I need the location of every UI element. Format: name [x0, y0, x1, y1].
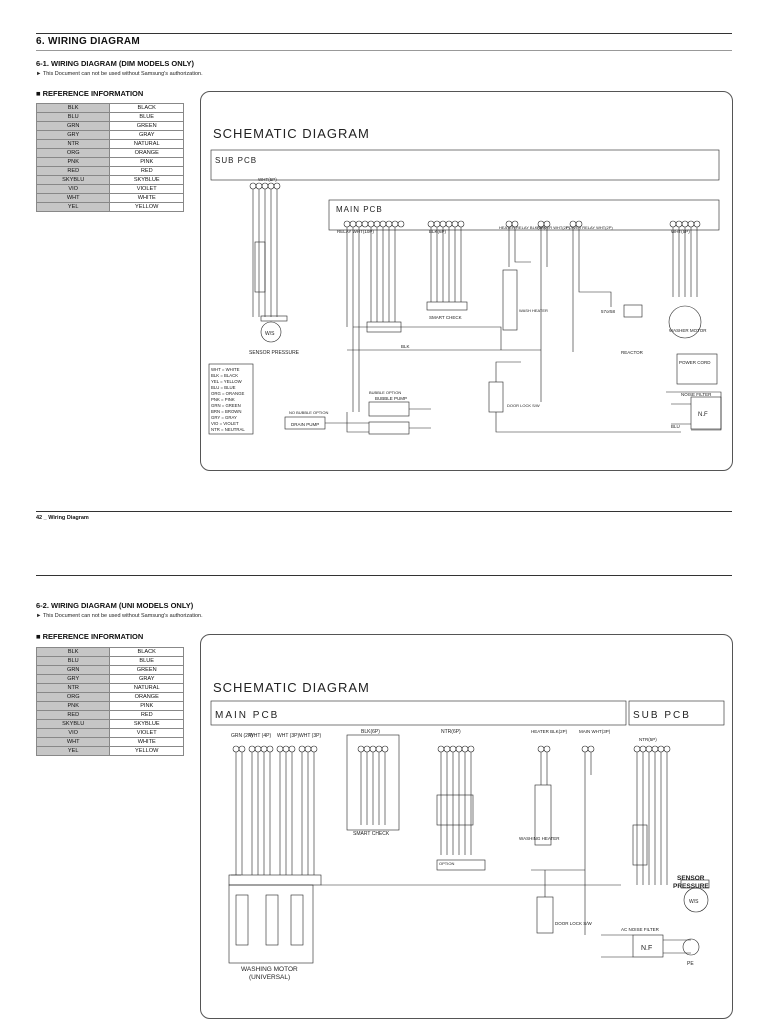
part1-subtitle: 6-1. WIRING DIAGRAM (DIM MODELS ONLY)	[36, 59, 195, 68]
reference-color-name: GREEN	[110, 122, 184, 131]
reference-row	[37, 203, 184, 212]
reference-row	[37, 693, 184, 702]
part1-bubble-pump-label: BUBBLE PUMP	[375, 396, 408, 401]
legend-line: YEL = YELLOW	[211, 379, 242, 384]
part2-smart-check-label: SMART CHECK	[353, 831, 390, 837]
part2-reference-table	[36, 647, 184, 756]
part2-blk-label: BLK(6P)	[361, 729, 380, 735]
part1-power-relay-label: POWER RELAY WHT(2P)	[566, 225, 613, 230]
part2-option-label: OPTION	[439, 861, 455, 866]
part1-bubble-option-label: BUBBLE OPTION	[369, 390, 402, 395]
part2-door-lock-label: DOOR LOCK S/W	[555, 921, 592, 926]
reference-code: PNK	[37, 702, 110, 711]
part1-door-lock	[489, 382, 503, 412]
part1-ref-title: ■ REFERENCE INFORMATION	[36, 89, 144, 98]
part1-nf-label: N.F	[698, 412, 708, 418]
reference-color-name: NATURAL	[110, 140, 184, 149]
part2-main-conn-label: MAIN WHT(3P)	[579, 729, 611, 734]
part1-reactor-label: REACTOR	[621, 350, 643, 355]
part2-schematic	[201, 635, 732, 1018]
reference-row	[37, 729, 184, 738]
part2-note: ► This Document can not be used without Samsung's authorization.	[36, 613, 203, 619]
reference-color-name: RED	[110, 711, 184, 720]
reference-color-name: GREEN	[110, 666, 184, 675]
reference-row	[37, 176, 184, 185]
part1-wht5p-label: WHT(5P)	[671, 229, 690, 234]
reference-row	[37, 140, 184, 149]
part1-sub-connector-pins	[250, 183, 280, 189]
reference-color-name: NATURAL	[110, 684, 184, 693]
reference-color-name: RED	[110, 167, 184, 176]
part1-relay-pins	[344, 221, 404, 227]
part1-drain-pump-label: DRAIN PUMP	[291, 422, 320, 427]
reference-color-name: SKYBLUE	[110, 720, 184, 729]
reference-row	[37, 167, 184, 176]
section-title: 6. WIRING DIAGRAM	[36, 36, 140, 47]
part1-smart-check-pins	[428, 221, 464, 227]
part2-door-lock	[537, 897, 553, 933]
reference-color-name: PINK	[110, 158, 184, 167]
part1-door-lock-label: DOOR LOCK S/W	[507, 403, 540, 408]
part1-noise-filter-label: NOISE FILTER	[681, 392, 712, 397]
part2-sub-pins	[634, 746, 670, 752]
part1-ws-label: W/S	[265, 331, 275, 337]
reference-row	[37, 158, 184, 167]
reference-row	[37, 738, 184, 747]
legend-line: WHT = WHITE	[211, 367, 240, 372]
reference-row	[37, 684, 184, 693]
reference-color-name: VIOLET	[110, 185, 184, 194]
part1-smart-check-label: SMART CHECK	[429, 315, 462, 320]
reference-code: BLU	[37, 113, 110, 122]
section-rule	[36, 50, 732, 51]
part1-washer-motor	[669, 306, 701, 338]
reference-row	[37, 104, 184, 113]
reference-color-name: YELLOW	[110, 747, 184, 756]
reference-color-name: VIOLET	[110, 729, 184, 738]
part2-ws-label: W/S	[689, 899, 699, 905]
reference-code: SKYBLU	[37, 720, 110, 729]
reference-code: SKYBLU	[37, 176, 110, 185]
reference-color-name: BLACK	[110, 648, 184, 657]
part1-legend-text	[211, 367, 245, 432]
reference-code: ORG	[37, 149, 110, 158]
legend-line: BLK = BLACK	[211, 373, 239, 378]
reference-row	[37, 185, 184, 194]
reference-code: VIO	[37, 185, 110, 194]
part1-wash-heater	[503, 270, 517, 330]
footer-rule	[36, 511, 732, 512]
reference-row	[37, 657, 184, 666]
part2-ntr-pins	[438, 746, 474, 752]
part2-washing-motor-label: WASHING MOTOR	[241, 966, 298, 973]
part1-relay-label: RELAY WHT(10P)	[337, 229, 374, 234]
reference-row	[37, 131, 184, 140]
reference-row	[37, 702, 184, 711]
part1-heater-relay-label: HEATER RELAY BLK(2P)	[499, 225, 546, 230]
legend-line: NTR = NEUTRAL	[211, 427, 245, 432]
reference-row	[37, 149, 184, 158]
reference-row	[37, 666, 184, 675]
part2-nf-label: N.F	[641, 945, 653, 952]
reference-color-name: ORANGE	[110, 693, 184, 702]
part1-blk-label: BLK(6P)	[429, 229, 447, 234]
part1-motor-pins	[670, 221, 700, 227]
reference-code: GRY	[37, 675, 110, 684]
reference-row	[37, 122, 184, 131]
part2-conn-3: WHT (3P)	[277, 733, 300, 739]
part2-left-connector-pins	[233, 746, 317, 752]
part2-sub-pcb-label: SUB PCB	[633, 710, 691, 721]
part2-pe-label: PE	[687, 961, 694, 967]
reference-row	[37, 675, 184, 684]
part1-reactor-box	[624, 305, 642, 317]
reference-color-name: GRAY	[110, 131, 184, 140]
part1-blk-wire-label: BLK	[401, 344, 410, 349]
reference-code: WHT	[37, 194, 110, 203]
part1-power-cord-label: POWER CORD	[679, 360, 711, 365]
reference-color-name: GRAY	[110, 675, 184, 684]
reference-code: NTR	[37, 684, 110, 693]
legend-line: BRN = BROWN	[211, 409, 242, 414]
reference-color-name: BLACK	[110, 104, 184, 113]
reference-row	[37, 648, 184, 657]
part2-sensor-label: SENSOR	[677, 875, 705, 882]
reference-code: BLK	[37, 648, 110, 657]
part1-sensor-label: SENSOR PRESSURE	[249, 350, 300, 356]
legend-line: GRN = GREEN	[211, 403, 241, 408]
reference-color-name: BLUE	[110, 113, 184, 122]
part2-main-pcb-label: MAIN PCB	[215, 710, 280, 721]
legend-line: GRY = GRAY	[211, 415, 237, 420]
part1-bubble-pump	[369, 402, 409, 416]
reference-row	[37, 194, 184, 203]
reference-code: GRN	[37, 666, 110, 675]
part1-no-bubble-label: NO BUBBLE OPTION	[289, 410, 329, 415]
reference-code: YEL	[37, 747, 110, 756]
reference-color-name: ORANGE	[110, 149, 184, 158]
part1-cap-label: 57or58	[601, 309, 616, 314]
legend-line: PNK = PINK	[211, 397, 235, 402]
part1-main-pcb-label: MAIN PCB	[336, 205, 383, 214]
part1-sub-pcb-box	[211, 150, 719, 180]
legend-line: BLU = BLUE	[211, 385, 236, 390]
part1-wash-heater-label: WASH HEATER	[519, 308, 548, 313]
reference-code: PNK	[37, 158, 110, 167]
reference-code: RED	[37, 711, 110, 720]
part2-ref-title: ■ REFERENCE INFORMATION	[36, 632, 144, 641]
part2-conn-2: WHT (4P)	[249, 733, 272, 739]
part2-top-rule	[36, 575, 732, 576]
reference-code: YEL	[37, 203, 110, 212]
reference-row	[37, 711, 184, 720]
legend-line: VIO = VIOLET	[211, 421, 239, 426]
part1-power-label: POWER WHT(2P)	[537, 225, 570, 230]
part2-universal-label: (UNIVERSAL)	[249, 974, 291, 981]
reference-color-name: WHITE	[110, 738, 184, 747]
part2-pressure-label: PRESSURE	[673, 883, 709, 890]
reference-code: VIO	[37, 729, 110, 738]
part1-reference-table	[36, 103, 184, 212]
part2-smart-check-pins	[358, 746, 388, 752]
part2-ac-noise-label: AC NOISE FILTER	[621, 927, 659, 932]
part2-diagram-title: SCHEMATIC DIAGRAM	[213, 680, 370, 695]
reference-color-name: YELLOW	[110, 203, 184, 212]
reference-color-name: BLUE	[110, 657, 184, 666]
part1-schematic	[201, 92, 732, 470]
part2-conn-4: WHT (3P)	[299, 733, 322, 739]
part1-diagram-frame	[200, 91, 733, 471]
page-footer: 42 _ Wiring Diagram	[36, 515, 89, 521]
part1-note: ► This Document can not be used without Samsung's authorization.	[36, 71, 203, 77]
reference-row	[37, 113, 184, 122]
reference-code: ORG	[37, 693, 110, 702]
top-rule	[36, 33, 732, 34]
part2-diagram-frame	[200, 634, 733, 1019]
reference-row	[37, 720, 184, 729]
part1-sub-pcb-label: SUB PCB	[215, 156, 258, 165]
reference-color-name: WHITE	[110, 194, 184, 203]
reference-color-name: SKYBLUE	[110, 176, 184, 185]
part2-washing-motor-box	[229, 885, 313, 963]
reference-code: NTR	[37, 140, 110, 149]
part1-diagram-title: SCHEMATIC DIAGRAM	[213, 126, 370, 141]
reference-code: GRY	[37, 131, 110, 140]
reference-color-name: PINK	[110, 702, 184, 711]
reference-code: BLK	[37, 104, 110, 113]
part1-sub-conn-label: WHT(5P)	[258, 177, 277, 182]
legend-line: ORG = ORANGE	[211, 391, 245, 396]
part1-washer-motor-label: WASHER MOTOR	[669, 328, 707, 333]
reference-code: WHT	[37, 738, 110, 747]
reference-code: RED	[37, 167, 110, 176]
part1-blu-wire-label: BLU	[671, 424, 680, 429]
part2-washing-heater-label: WASHING HEATER	[519, 836, 560, 841]
part2-conn-1: GRN (2P)	[231, 733, 253, 739]
part2-sub-ntr-label: NTR(5P)	[639, 737, 657, 742]
reference-code: GRN	[37, 122, 110, 131]
part2-heater-label: HEATER BLK(2P)	[531, 729, 568, 734]
reference-row	[37, 747, 184, 756]
part2-ntr-label: NTR(6P)	[441, 729, 461, 735]
part2-subtitle: 6-2. WIRING DIAGRAM (UNI MODELS ONLY)	[36, 601, 194, 610]
reference-code: BLU	[37, 657, 110, 666]
